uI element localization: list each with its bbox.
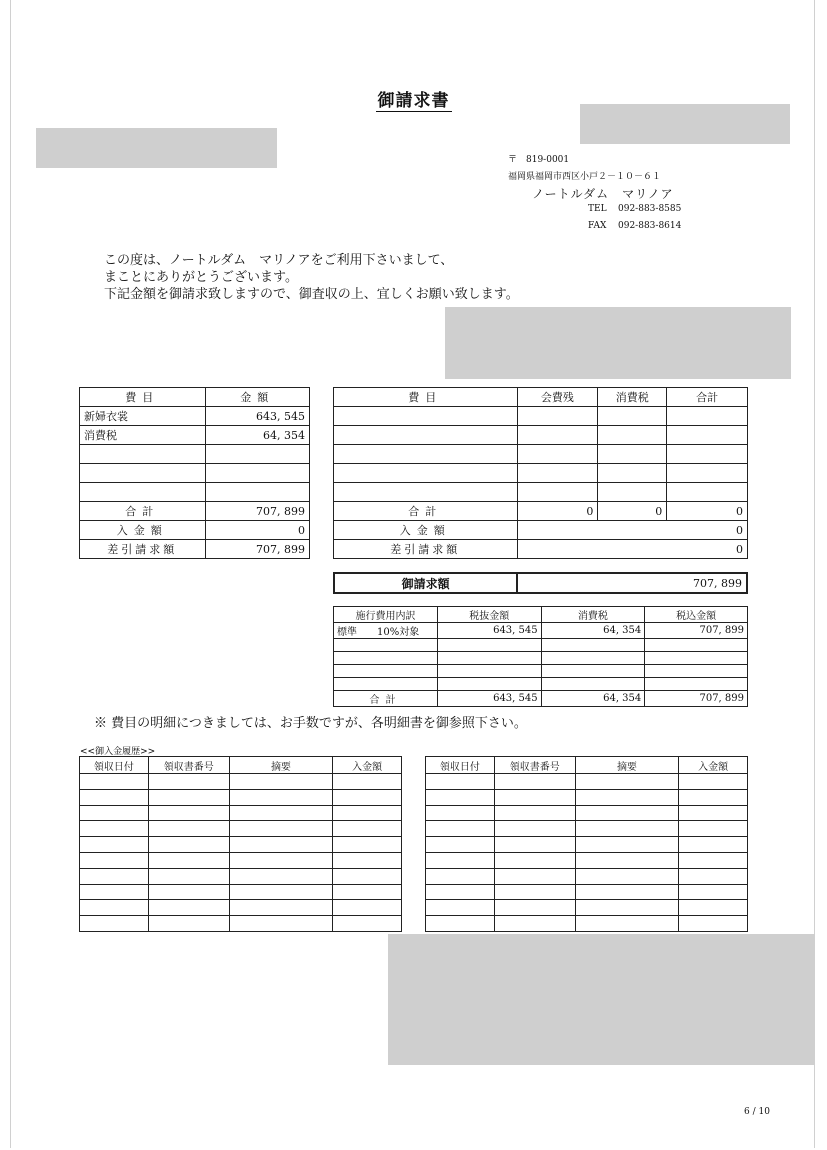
- header-payment-amount: 入金額: [679, 757, 748, 774]
- history-cell: [148, 916, 229, 932]
- history-cell: [148, 805, 229, 821]
- history-cell: [679, 916, 748, 932]
- tel-number: 092-883-8585: [618, 204, 682, 214]
- fax-label: FAX: [588, 221, 607, 231]
- history-cell: [80, 900, 149, 916]
- header-summary: 摘要: [229, 757, 333, 774]
- total-excl: 643, 545: [437, 691, 541, 707]
- header-total: 合計: [667, 388, 748, 407]
- history-cell: [148, 821, 229, 837]
- table-row: [334, 483, 748, 502]
- history-cell: [333, 900, 402, 916]
- header-incl-tax: 税込金額: [645, 607, 748, 623]
- right-summary-table: [333, 387, 748, 559]
- history-cell: [229, 805, 333, 821]
- issuer-company: ノートルダム マリノア: [532, 187, 674, 201]
- balance-label: 差引請求額: [334, 540, 518, 559]
- history-cell: [494, 774, 575, 790]
- issuer-tel: [588, 204, 681, 214]
- history-cell: [679, 837, 748, 853]
- paid-label: 入金額: [334, 521, 518, 540]
- issuer-fax: [588, 221, 681, 231]
- table-row: [334, 652, 748, 665]
- history-cell: [426, 916, 495, 932]
- table-row: [334, 623, 748, 639]
- history-cell: [80, 868, 149, 884]
- total-row: [80, 502, 310, 521]
- history-cell: [426, 852, 495, 868]
- amount-cell: [205, 464, 310, 483]
- history-cell: [148, 789, 229, 805]
- header-item: 費目: [80, 388, 206, 407]
- document-title: 御請求書: [377, 91, 450, 111]
- history-cell: [148, 884, 229, 900]
- table-row: [426, 916, 748, 932]
- history-cell: [575, 837, 679, 853]
- table-row: [426, 837, 748, 853]
- history-cell: [80, 805, 149, 821]
- history-cell: [679, 900, 748, 916]
- history-cell: [426, 868, 495, 884]
- table-row: [334, 665, 748, 678]
- history-cell: [494, 884, 575, 900]
- history-cell: [229, 868, 333, 884]
- history-cell: [679, 868, 748, 884]
- amount-cell: 64, 354: [205, 426, 310, 445]
- message-line: この度は、ノートルダム マリノアをご利用下さいまして、: [104, 253, 454, 268]
- total-row: [334, 691, 748, 707]
- history-cell: [575, 821, 679, 837]
- table-row: [80, 805, 402, 821]
- total-tax: 0: [598, 502, 667, 521]
- history-cell: [426, 837, 495, 853]
- detail-note: ※ 費目の明細につきましては、お手数ですが、各明細書を御参照下さい。: [94, 716, 527, 731]
- history-cell: [494, 900, 575, 916]
- balance-amount: 707, 899: [205, 540, 310, 559]
- page-number: 6 / 10: [744, 1107, 770, 1117]
- table-row: [334, 426, 748, 445]
- history-cell: [575, 852, 679, 868]
- history-cell: [575, 884, 679, 900]
- history-cell: [333, 837, 402, 853]
- total-row: [334, 502, 748, 521]
- history-cell: [333, 916, 402, 932]
- item-cell: [80, 483, 206, 502]
- history-cell: [679, 805, 748, 821]
- issuer-address: 福岡県福岡市西区小戸２－１０－６１: [508, 172, 662, 182]
- redacted-block-bottom: [388, 934, 815, 1065]
- history-cell: [426, 900, 495, 916]
- table-row: [334, 464, 748, 483]
- grand-total-amount: 707, 899: [517, 573, 747, 593]
- header-receipt-number: 領収書番号: [148, 757, 229, 774]
- history-cell: [679, 789, 748, 805]
- paid-amount: 0: [205, 521, 310, 540]
- table-row: [80, 426, 310, 445]
- history-cell: [679, 884, 748, 900]
- left-summary-table: [79, 387, 310, 559]
- item-cell: 消費税: [80, 426, 206, 445]
- history-cell: [333, 805, 402, 821]
- header-tax: 消費税: [598, 388, 667, 407]
- total-balance-due: 0: [517, 502, 598, 521]
- history-cell: [679, 821, 748, 837]
- history-cell: [229, 821, 333, 837]
- history-cell: [229, 789, 333, 805]
- history-cell: [80, 852, 149, 868]
- history-cell: [80, 916, 149, 932]
- table-row: [334, 639, 748, 652]
- history-cell: [494, 821, 575, 837]
- history-cell: [333, 852, 402, 868]
- history-cell: [494, 837, 575, 853]
- table-row: [80, 483, 310, 502]
- payment-history-table-right: [425, 756, 748, 932]
- history-cell: [80, 789, 149, 805]
- history-cell: [148, 852, 229, 868]
- table-row: [80, 837, 402, 853]
- table-row: [426, 774, 748, 790]
- header-receipt-date: 領収日付: [426, 757, 495, 774]
- balance-amount: 0: [517, 540, 747, 559]
- history-cell: [333, 868, 402, 884]
- history-cell: [426, 884, 495, 900]
- header-item: 費目: [334, 388, 518, 407]
- paid-label: 入金額: [80, 521, 206, 540]
- balance-row: [80, 540, 310, 559]
- table-row: [426, 805, 748, 821]
- history-cell: [679, 852, 748, 868]
- history-cell: [229, 852, 333, 868]
- balance-label: 差引請求額: [80, 540, 206, 559]
- table-row: [426, 884, 748, 900]
- history-cell: [148, 868, 229, 884]
- breakdown-label: 標準 10%対象: [334, 623, 438, 639]
- table-row: [334, 678, 748, 691]
- header-summary: 摘要: [575, 757, 679, 774]
- grand-total-label: 御請求額: [334, 573, 517, 593]
- table-row: [426, 900, 748, 916]
- table-row: [80, 852, 402, 868]
- paid-row: [80, 521, 310, 540]
- header-breakdown: 施行費用内訳: [334, 607, 438, 623]
- redacted-block-recipient: [36, 128, 277, 168]
- history-cell: [494, 805, 575, 821]
- history-cell: [148, 837, 229, 853]
- total-label: 合計: [334, 691, 438, 707]
- history-cell: [426, 789, 495, 805]
- header-excl-tax: 税抜金額: [437, 607, 541, 623]
- header-payment-amount: 入金額: [333, 757, 402, 774]
- tel-label: TEL: [588, 204, 607, 214]
- item-cell: [80, 464, 206, 483]
- table-row: [80, 821, 402, 837]
- total-amount: 707, 899: [205, 502, 310, 521]
- history-cell: [494, 916, 575, 932]
- table-row: [80, 774, 402, 790]
- issuer-postal: 〒 819-0001: [508, 155, 570, 165]
- table-row: [426, 821, 748, 837]
- redacted-block-stamp: [445, 307, 791, 379]
- table-row: [426, 868, 748, 884]
- history-cell: [575, 805, 679, 821]
- history-cell: [80, 884, 149, 900]
- total-label: 合計: [80, 502, 206, 521]
- table-row: [334, 445, 748, 464]
- amount-cell: 643, 545: [205, 407, 310, 426]
- table-row: [80, 916, 402, 932]
- table-row: [80, 900, 402, 916]
- history-cell: [229, 884, 333, 900]
- history-cell: [575, 900, 679, 916]
- incl-amount: 707, 899: [645, 623, 748, 639]
- history-cell: [426, 774, 495, 790]
- history-cell: [575, 774, 679, 790]
- history-cell: [494, 789, 575, 805]
- table-row: [80, 464, 310, 483]
- table-row: [426, 789, 748, 805]
- header-amount: 金額: [205, 388, 310, 407]
- balance-row: [334, 540, 748, 559]
- header-balance-due: 会費残: [517, 388, 598, 407]
- history-cell: [80, 837, 149, 853]
- history-cell: [679, 774, 748, 790]
- history-cell: [333, 774, 402, 790]
- history-cell: [494, 868, 575, 884]
- total-incl: 707, 899: [645, 691, 748, 707]
- history-cell: [426, 821, 495, 837]
- header-receipt-date: 領収日付: [80, 757, 149, 774]
- header-receipt-number: 領収書番号: [494, 757, 575, 774]
- table-row: [80, 407, 310, 426]
- history-cell: [148, 774, 229, 790]
- fax-number: 092-883-8614: [618, 221, 682, 231]
- table-row: [80, 789, 402, 805]
- table-row: [80, 884, 402, 900]
- redacted-block-date: [580, 104, 790, 144]
- grand-total-table: [333, 572, 748, 594]
- paid-amount: 0: [517, 521, 747, 540]
- paid-row: [334, 521, 748, 540]
- header-tax: 消費税: [541, 607, 645, 623]
- history-cell: [229, 900, 333, 916]
- amount-cell: [205, 445, 310, 464]
- excl-amount: 643, 545: [437, 623, 541, 639]
- message-line: まことにありがとうございます。: [104, 270, 298, 285]
- history-cell: [229, 916, 333, 932]
- payment-history-table-left: [79, 756, 402, 932]
- history-cell: [575, 868, 679, 884]
- tax-breakdown-table: [333, 606, 748, 707]
- message-line: 下記金額を御請求致しますので、御査収の上、宜しくお願い致します。: [104, 287, 519, 302]
- item-cell: 新婦衣裳: [80, 407, 206, 426]
- table-row: [80, 445, 310, 464]
- history-cell: [229, 837, 333, 853]
- history-cell: [80, 821, 149, 837]
- payment-history-label: <<御入金履歴>>: [80, 747, 156, 757]
- amount-cell: [205, 483, 310, 502]
- history-cell: [333, 884, 402, 900]
- history-cell: [229, 774, 333, 790]
- history-cell: [333, 821, 402, 837]
- history-cell: [575, 916, 679, 932]
- table-row: [426, 852, 748, 868]
- history-cell: [426, 805, 495, 821]
- total-sum: 0: [667, 502, 748, 521]
- total-label: 合計: [334, 502, 518, 521]
- total-tax: 64, 354: [541, 691, 645, 707]
- item-cell: [80, 445, 206, 464]
- history-cell: [494, 852, 575, 868]
- table-row: [334, 407, 748, 426]
- history-cell: [80, 774, 149, 790]
- table-row: [80, 868, 402, 884]
- history-cell: [148, 900, 229, 916]
- tax-amount: 64, 354: [541, 623, 645, 639]
- greeting-message: [104, 252, 519, 303]
- history-cell: [575, 789, 679, 805]
- history-cell: [333, 789, 402, 805]
